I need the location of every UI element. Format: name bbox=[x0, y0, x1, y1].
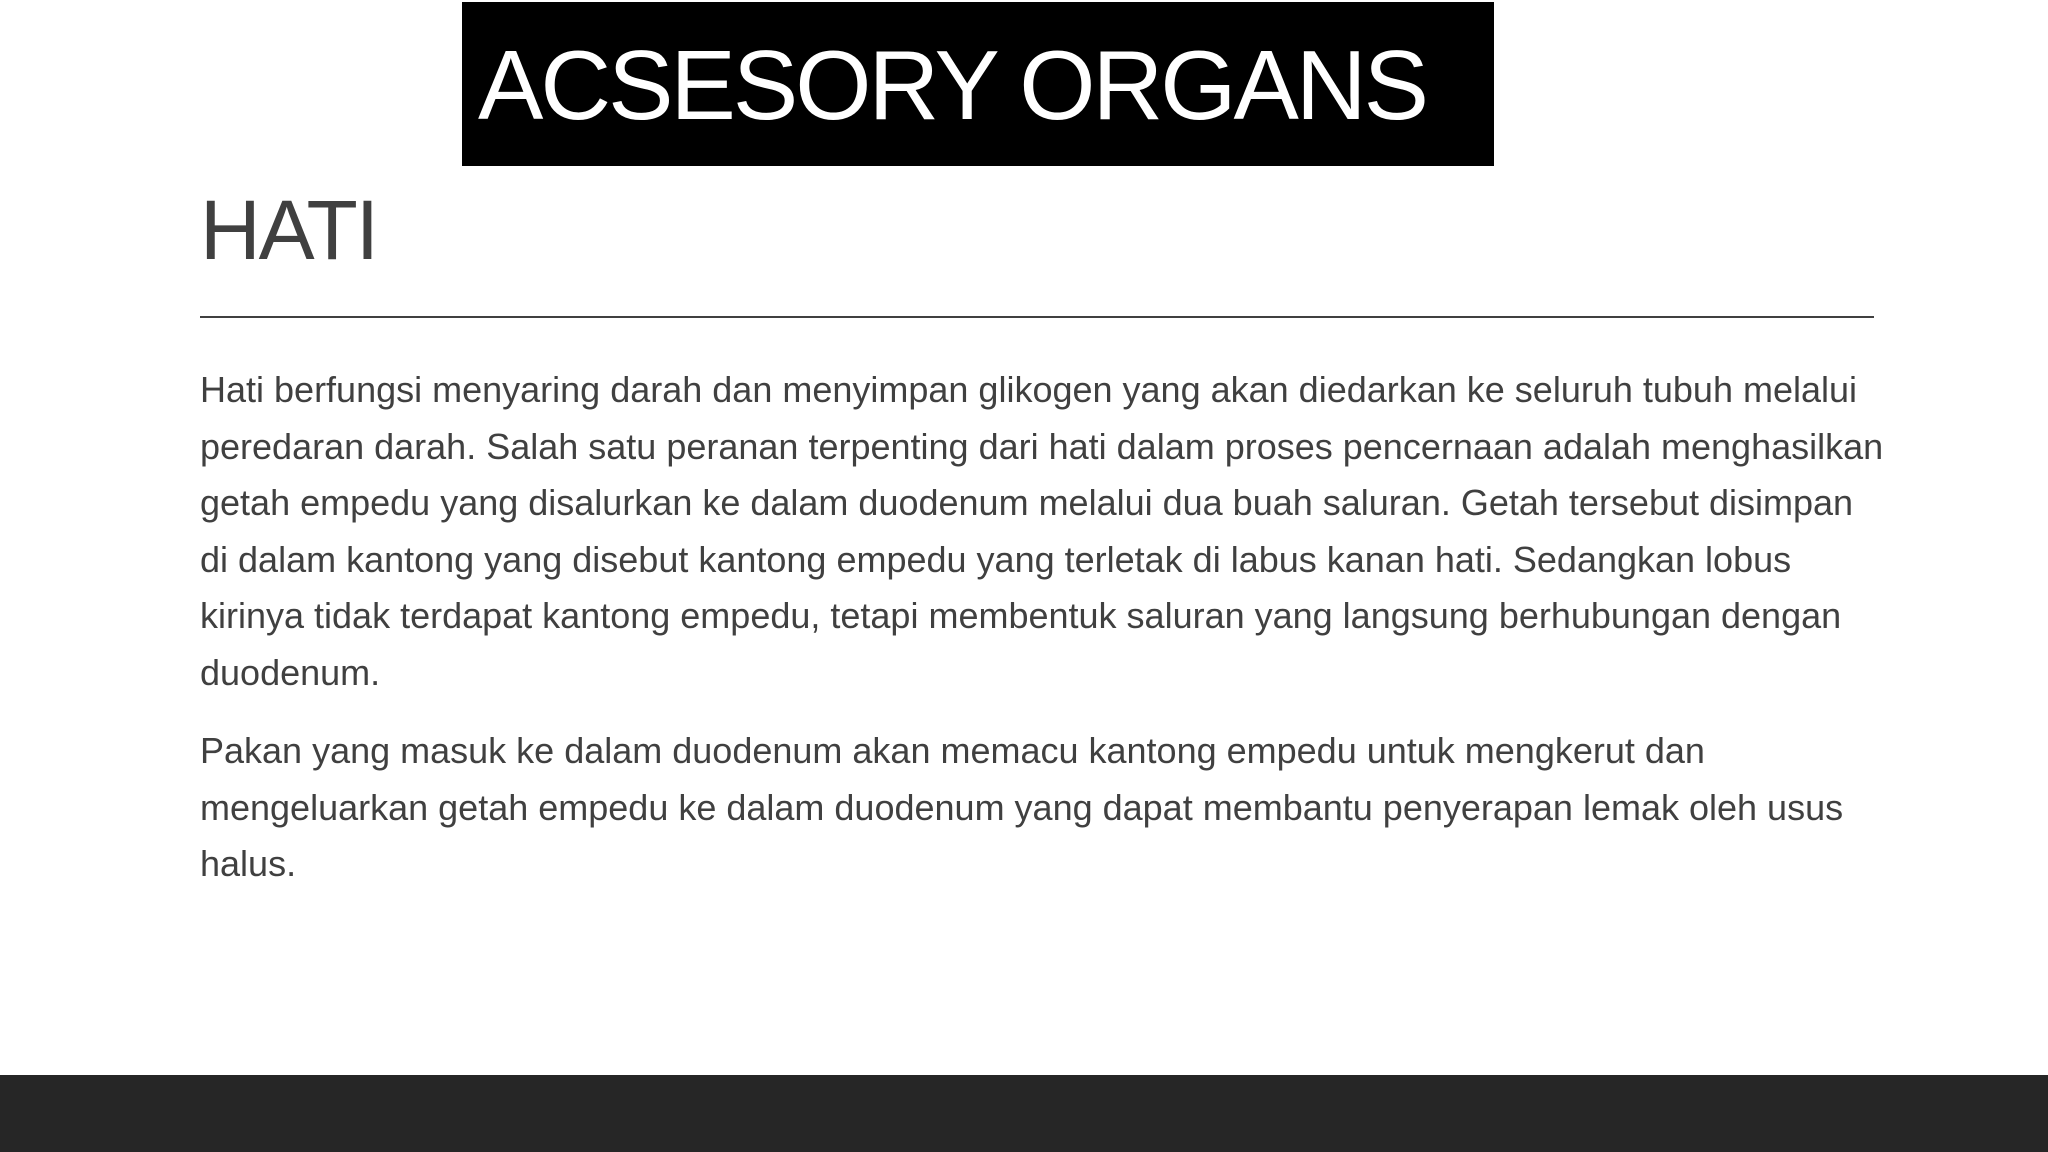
heading-divider bbox=[200, 316, 1874, 318]
body-text bbox=[200, 362, 1890, 915]
title-box bbox=[462, 2, 1494, 166]
body-paragraph: Pakan yang masuk ke dalam duodenum akan memacu kantong empedu untuk mengkerut dan mengeluarkan getah empedu ke dalam duodenum yang dapat membantu penyerapan lemak oleh usus halus. bbox=[200, 730, 1844, 884]
section-heading: HATI bbox=[200, 183, 378, 277]
footer-bar bbox=[0, 1075, 2048, 1152]
slide-title: ACSESORY ORGANS bbox=[478, 30, 1427, 140]
body-paragraph: Hati berfungsi menyaring darah dan menyimpan glikogen yang akan diedarkan ke seluruh tubuh melalui peredaran darah. Salah satu peranan terpenting dari hati dalam proses pencernaan adalah menghasilkan getah empedu yang disalurkan ke dalam duodenum melalui dua buah saluran. Getah tersebut disimpan di dalam kantong yang disebut kantong empedu yang terletak di labus kanan hati. Sedangkan lobus kirinya tidak terdapat kantong empedu, tetapi membentuk saluran yang langsung berhubungan dengan duodenum. bbox=[200, 369, 1884, 693]
